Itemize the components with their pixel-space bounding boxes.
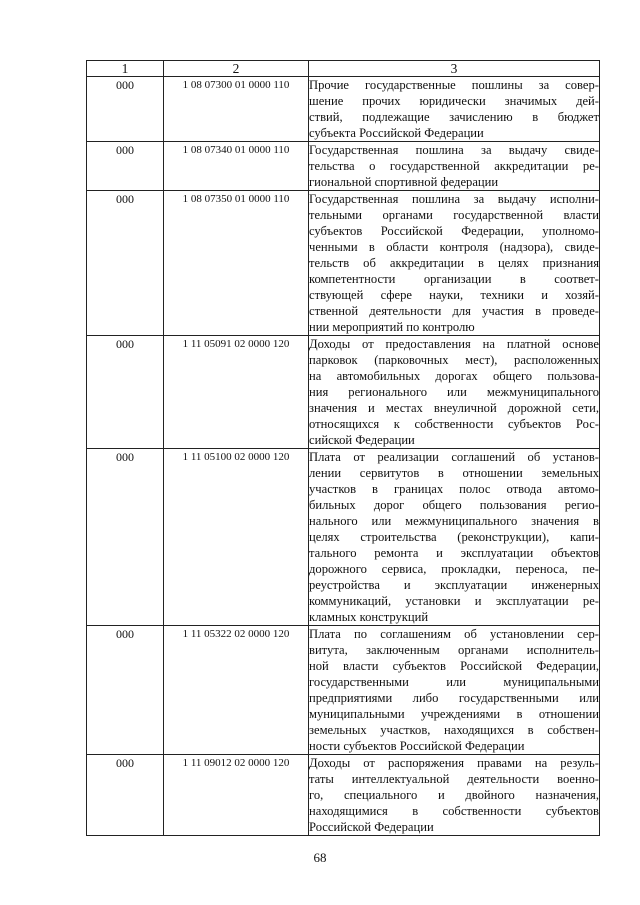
description-line: целях строительства (реконструкции), капи-: [309, 530, 599, 544]
row-description: [309, 449, 600, 626]
table-row: [87, 626, 600, 755]
row-description: [309, 191, 600, 336]
description-line: ной власти субъектов Российской Федерации,: [309, 659, 599, 673]
row-budget-code: 1 08 07300 01 0000 110: [164, 77, 309, 142]
page-number: 68: [313, 850, 327, 865]
table-header-row: [87, 61, 600, 77]
description-line: гиональной спортивной федерации: [309, 175, 499, 189]
description-line: дорожного сервиса, прокладки, переноса, пе-: [309, 562, 599, 576]
row-budget-code: 1 08 07350 01 0000 110: [164, 191, 309, 336]
description-line: Плата от реализации соглашений об установ-: [309, 450, 599, 464]
description-line: участков в границах полос отвода автомо-: [309, 482, 599, 496]
header-col-2: 2: [164, 61, 309, 77]
description-line: Государственная пошлина за выдачу свиде-: [309, 143, 599, 157]
row-description: [309, 755, 600, 836]
description-line: ствующей сфере науки, техники и хозяй-: [309, 288, 599, 302]
row-budget-code: 1 08 07340 01 0000 110: [164, 142, 309, 191]
description-line: нии мероприятий по контролю: [309, 320, 475, 334]
table-row: [87, 191, 600, 336]
description-line: витута, заключенным органами исполнитель-: [309, 643, 599, 657]
description-line: бильных дорог общего пользования регио-: [309, 498, 599, 512]
description-line: субъекта Российской Федерации: [309, 126, 484, 140]
description-line: тельства о государственной аккредитации ре-: [309, 159, 599, 173]
description-line: субъектов Российской Федерации, уполномо-: [309, 224, 599, 238]
description-line: значения и местах внеуличной дорожной сети,: [309, 401, 599, 415]
table-row: [87, 142, 600, 191]
row-owner-code: 000: [87, 755, 164, 836]
row-budget-code: 1 11 09012 02 0000 120: [164, 755, 309, 836]
description-line: коммуникаций, установки и эксплуатации ре-: [309, 594, 599, 608]
description-line: го, специального и двойного назначения,: [309, 788, 599, 802]
description-line: реустройства и эксплуатации инженерных: [309, 578, 599, 592]
description-line: сийской Федерации: [309, 433, 415, 447]
description-line: находящимися в собственности субъектов: [309, 804, 599, 818]
description-line: кламных конструкций: [309, 610, 429, 624]
row-budget-code: 1 11 05091 02 0000 120: [164, 336, 309, 449]
description-line: тельств об аккредитации в целях признания: [309, 256, 599, 270]
row-description: [309, 336, 600, 449]
description-line: таты интеллектуальной деятельности военно-: [309, 772, 599, 786]
row-owner-code: 000: [87, 142, 164, 191]
revenue-codes-table: [86, 60, 600, 836]
row-owner-code: 000: [87, 626, 164, 755]
description-line: ченными в области контроля (надзора), свиде-: [309, 240, 599, 254]
description-line: предприятиями либо государственными или: [309, 691, 599, 705]
description-line: Российской Федерации: [309, 820, 434, 834]
description-line: лении сервитутов в отношении земельных: [309, 466, 599, 480]
row-description: [309, 142, 600, 191]
description-line: государственными или муниципальными: [309, 675, 599, 689]
description-line: шение прочих юридически значимых дей-: [309, 94, 599, 108]
header-col-3: 3: [309, 61, 600, 77]
description-line: на автомобильных дорогах общего пользова-: [309, 369, 599, 383]
description-line: ности субъектов Российской Федерации: [309, 739, 525, 753]
description-line: нального или межмуниципального значения в: [309, 514, 599, 528]
description-line: парковок (парковочных мест), расположенных: [309, 353, 599, 367]
description-line: компетентности организации в соответ-: [309, 272, 599, 286]
table-row: [87, 336, 600, 449]
table-row: [87, 449, 600, 626]
description-line: относящихся к собственности субъектов Рос-: [309, 417, 599, 431]
description-line: ственной деятельности для участия в проведе-: [309, 304, 599, 318]
description-line: ния регионального или межмуниципального: [309, 385, 599, 399]
row-owner-code: 000: [87, 449, 164, 626]
table-row: [87, 77, 600, 142]
row-description: [309, 626, 600, 755]
table-row: [87, 755, 600, 836]
row-owner-code: 000: [87, 77, 164, 142]
description-line: муниципальными учреждениями в отношении: [309, 707, 599, 721]
row-owner-code: 000: [87, 336, 164, 449]
header-col-1: 1: [87, 61, 164, 77]
description-line: ствий, подлежащие зачислению в бюджет: [309, 110, 599, 124]
description-line: Доходы от предоставления на платной основе: [309, 337, 599, 351]
row-owner-code: 000: [87, 191, 164, 336]
description-line: Доходы от распоряжения правами на резуль-: [309, 756, 599, 770]
description-line: Плата по соглашениям об установлении сер-: [309, 627, 599, 641]
description-line: земельных участков, находящихся в собствен-: [309, 723, 599, 737]
description-line: Государственная пошлина за выдачу исполни-: [309, 192, 599, 206]
row-description: [309, 77, 600, 142]
row-budget-code: 1 11 05100 02 0000 120: [164, 449, 309, 626]
row-budget-code: 1 11 05322 02 0000 120: [164, 626, 309, 755]
description-line: тельными органами государственной власти: [309, 208, 599, 222]
description-line: тального ремонта и эксплуатации объектов: [309, 546, 599, 560]
description-line: Прочие государственные пошлины за совер-: [309, 78, 599, 92]
